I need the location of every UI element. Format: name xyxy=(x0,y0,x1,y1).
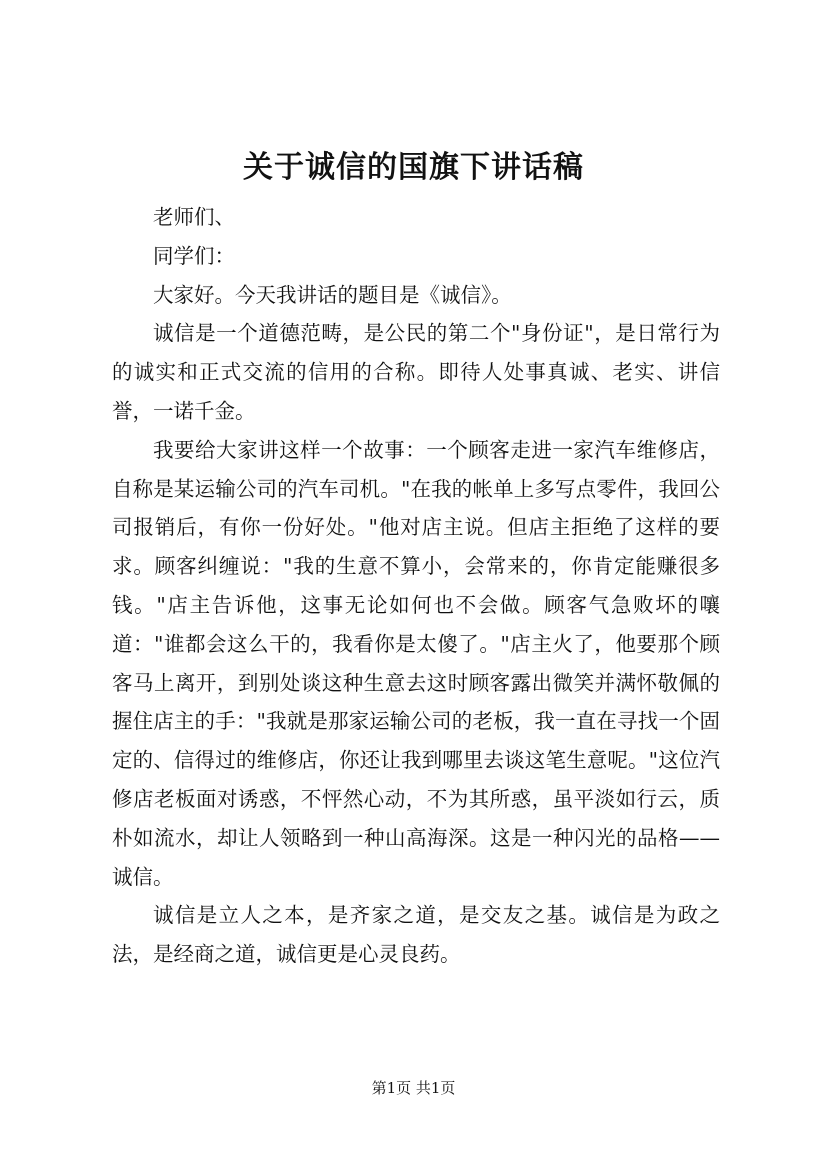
story-paragraph: 我要给大家讲这样一个故事：一个顾客走进一家汽车维修店，自称是某运输公司的汽车司机。"在我的帐单上多写点零件，我回公司报销后，有你一份好处。"他对店主说。但店主拒绝了这样的要求。顾客纠缠说："我的生意不算小，会常来的，你肯定能赚很多钱。"店主告诉他，这事无论如何也不会做。顾客气急败坏的嚷道："谁都会这么干的，我看你是太傻了。"店主火了，他要那个顾客马上离开，到别处谈这种生意去这时顾客露出微笑并满怀敬佩的握住店主的手："我就是那家运输公司的老板，我一直在寻找一个固定的、信得过的维修店，你还让我到哪里去谈这笔生意呢。"这位汽修店老板面对诱惑，不怦然心动，不为其所惑，虽平淡如行云，质朴如流水，却让人领略到一种山高海深。这是一种闪光的品格——诚信。 xyxy=(112,437,720,889)
greeting-paragraph: 大家好。今天我讲话的题目是《诚信》。 xyxy=(153,282,512,307)
page-title: 关于诚信的国旗下讲话稿 xyxy=(243,150,584,185)
page-footer: 第1页 共1页 xyxy=(371,1079,456,1097)
conclusion-paragraph: 诚信是立人之本，是齐家之道，是交友之基。诚信是为政之法，是经商之道，诚信更是心灵良药。 xyxy=(112,903,720,967)
salutation-teachers: 老师们、 xyxy=(153,205,235,229)
document-body xyxy=(112,198,720,974)
salutation-students: 同学们： xyxy=(153,243,235,268)
definition-paragraph: 诚信是一个道德范畴，是公民的第二个"身份证"，是日常行为的诚实和正式交流的信用的合称。即待人处事真诚、老实、讲信誉，一诺千金。 xyxy=(112,321,720,423)
